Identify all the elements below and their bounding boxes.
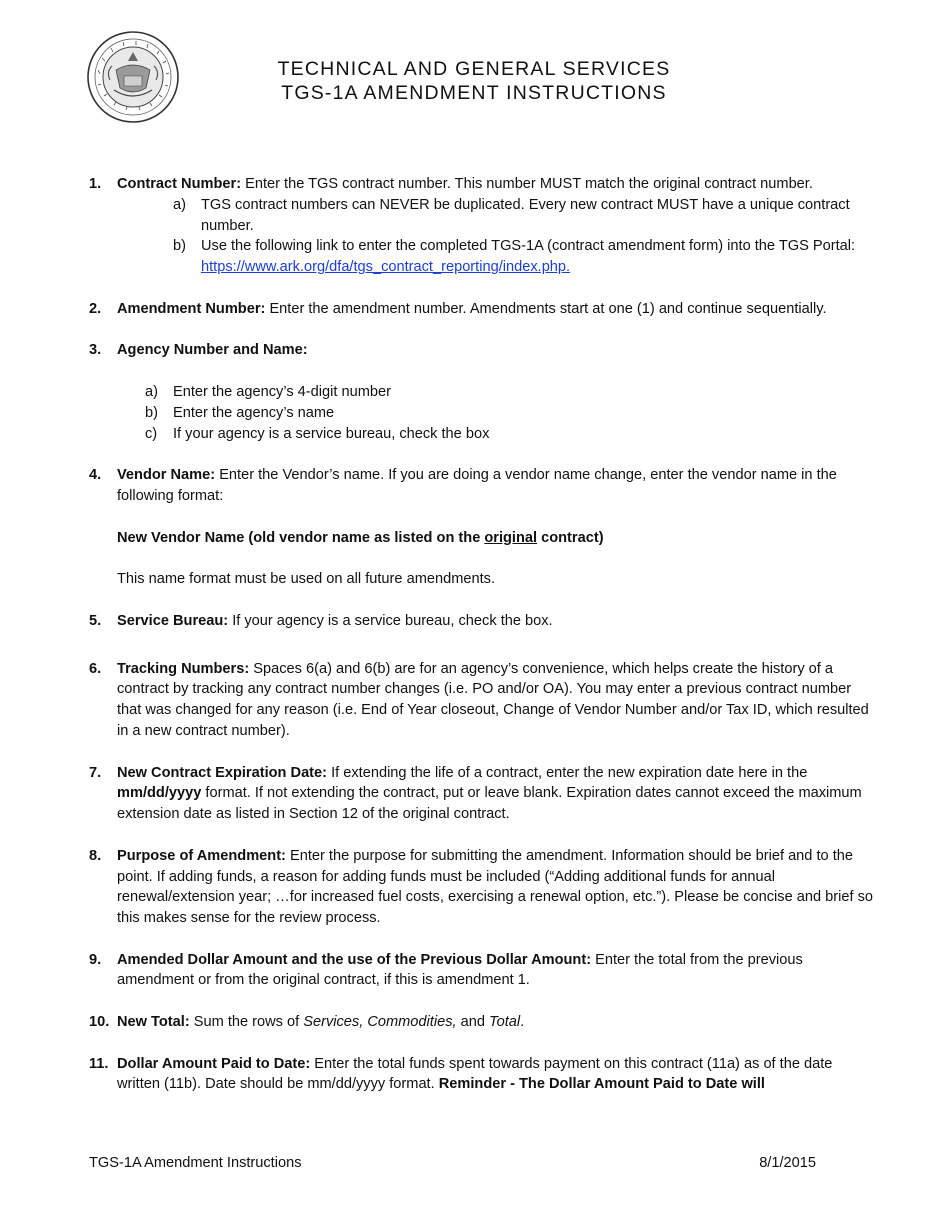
subitem-3b: b) Enter the agency’s name: [145, 404, 335, 421]
subitem-1b: b) Use the following link to enter the completed TGS-1A (contract amendment form) into the TGS Portal: https://www.ark.org/dfa/tgs_contract_reporting/index.php.: [173, 238, 856, 276]
item-text: If your agency is a service bureau, check the box.: [228, 612, 553, 629]
instruction-item-11: 11. Dollar Amount Paid to Date: Enter the total funds spent towards payment on this contract (11a) as of the date written (11b). Date should be mm/dd/yyyy format. Reminder - The Dollar Amount Paid to Date will: [89, 1055, 833, 1093]
vendor-name-format: New Vendor Name (old vendor name as listed on the original contract): [117, 529, 604, 546]
item-label: Amended Dollar Amount and the use of the Previous Dollar Amount:: [117, 951, 592, 968]
item-label: Purpose of Amendment:: [117, 847, 286, 864]
item-text: Enter the amendment number. Amendments start at one (1) and continue sequentially.: [265, 300, 827, 317]
item-text: Enter the total funds spent towards payment on this contract (11a) as of the date written (11b). Date should be mm/dd/yyyy format.: [117, 1055, 833, 1093]
subitem-3a: a) Enter the agency’s 4-digit number: [145, 383, 391, 400]
tgs-portal-link[interactable]: https://www.ark.org/dfa/tgs_contract_reporting/index.php.: [201, 259, 571, 276]
item-number: 7.: [89, 764, 102, 781]
subitem-text: TGS contract numbers can NEVER be duplicated. Every new contract MUST have a unique contract number.: [201, 196, 850, 234]
instruction-item-9: [89, 950, 879, 992]
item-label: Agency Number and Name:: [117, 342, 308, 359]
item-number: 4.: [89, 467, 102, 484]
document-header: [200, 57, 748, 105]
instruction-item-7: 7. New Contract Expiration Date: If extending the life of a contract, enter the new expiration date here in the mm/dd/yyyy format. If not extending the contract, put or leave blank. Expiration dates cannot exceed the maximum extension date as listed in Section 12 of the original contract.: [89, 764, 862, 823]
footer-document-title: TGS-1A Amendment Instructions: [89, 1155, 302, 1171]
item-label: New Contract Expiration Date:: [117, 764, 328, 781]
header-title-line2: TGS-1A AMENDMENT INSTRUCTIONS: [281, 82, 667, 104]
item-number: 11.: [89, 1055, 109, 1072]
vendor-name-note: This name format must be used on all future amendments.: [117, 571, 495, 588]
subitem-text: Enter the agency’s 4-digit number: [173, 383, 391, 400]
instruction-item-10: 10. New Total: Sum the rows of Services, Commodities, and Total.: [89, 1012, 879, 1033]
item-label: Service Bureau:: [117, 612, 229, 629]
item-text: Spaces 6(a) and 6(b) are for an agency’s convenience, which helps create the history of a contract by tracking any contract number changes (i.e. PO and/or OA). You may enter a previous contract number that was changed for any reason (i.e. End of Year closeout, Change of Vendor Number and/or Tax ID, which resulted in a new contract number).: [117, 660, 869, 739]
item-number: 5.: [89, 612, 102, 629]
item-label: Contract Number:: [117, 176, 242, 192]
arkansas-state-seal: [86, 30, 180, 124]
item-number: 3.: [89, 342, 102, 359]
page-footer: [89, 1153, 816, 1173]
item-number: 10.: [89, 1014, 110, 1031]
subitem-text: Enter the agency’s name: [173, 404, 335, 421]
item-label: Dollar Amount Paid to Date:: [117, 1055, 311, 1072]
subitem-text: Use the following link to enter the completed TGS-1A (contract amendment form) into the TGS Portal:: [201, 238, 856, 255]
instruction-item-3: [89, 340, 879, 444]
subitem-text: If your agency is a service bureau, check the box: [173, 425, 490, 442]
instructions-list: [89, 174, 879, 1095]
header-title-line1: TECHNICAL AND GENERAL SERVICES: [277, 58, 671, 80]
instruction-item-2: [89, 299, 879, 320]
item-label: Vendor Name:: [117, 467, 216, 484]
instruction-item-4: [89, 465, 879, 590]
subitem-1a: a) TGS contract numbers can NEVER be duplicated. Every new contract MUST have a unique contract number.: [173, 196, 850, 234]
item-number: 8.: [89, 847, 102, 864]
instruction-item-6: [89, 659, 879, 742]
item-label: Tracking Numbers:: [117, 660, 250, 677]
item-number: 1.: [89, 176, 102, 192]
item-label: Amendment Number:: [117, 300, 266, 317]
item-number: 2.: [89, 300, 102, 317]
instruction-item-8: [89, 846, 879, 929]
item-text: Enter the Vendor’s name. If you are doing a vendor name change, enter the vendor name in the following format:: [117, 467, 837, 504]
footer-date: 8/1/2015: [759, 1155, 816, 1171]
subitem-3c: c) If your agency is a service bureau, check the box: [145, 425, 490, 442]
item-number: 9.: [89, 951, 102, 968]
item-text: Enter the total from the previous amendment or from the original contract, if this is amendment 1.: [117, 951, 803, 989]
item-label: New Total:: [117, 1014, 190, 1031]
instruction-item-5: [89, 611, 879, 632]
item-number: 6.: [89, 660, 102, 677]
item-text: Enter the TGS contract number. This number MUST match the original contract number.: [241, 176, 813, 192]
instruction-item-1: [89, 174, 879, 278]
item-text: Enter the purpose for submitting the amendment. Information should be brief and to the point. If adding funds, a reason for adding funds must be included (“Adding additional funds for annual renewal/extension year; …for increased fuel costs, exercising a renewal option, etc.”). Please be concise and brief so this makes sense for the review process.: [117, 847, 874, 927]
